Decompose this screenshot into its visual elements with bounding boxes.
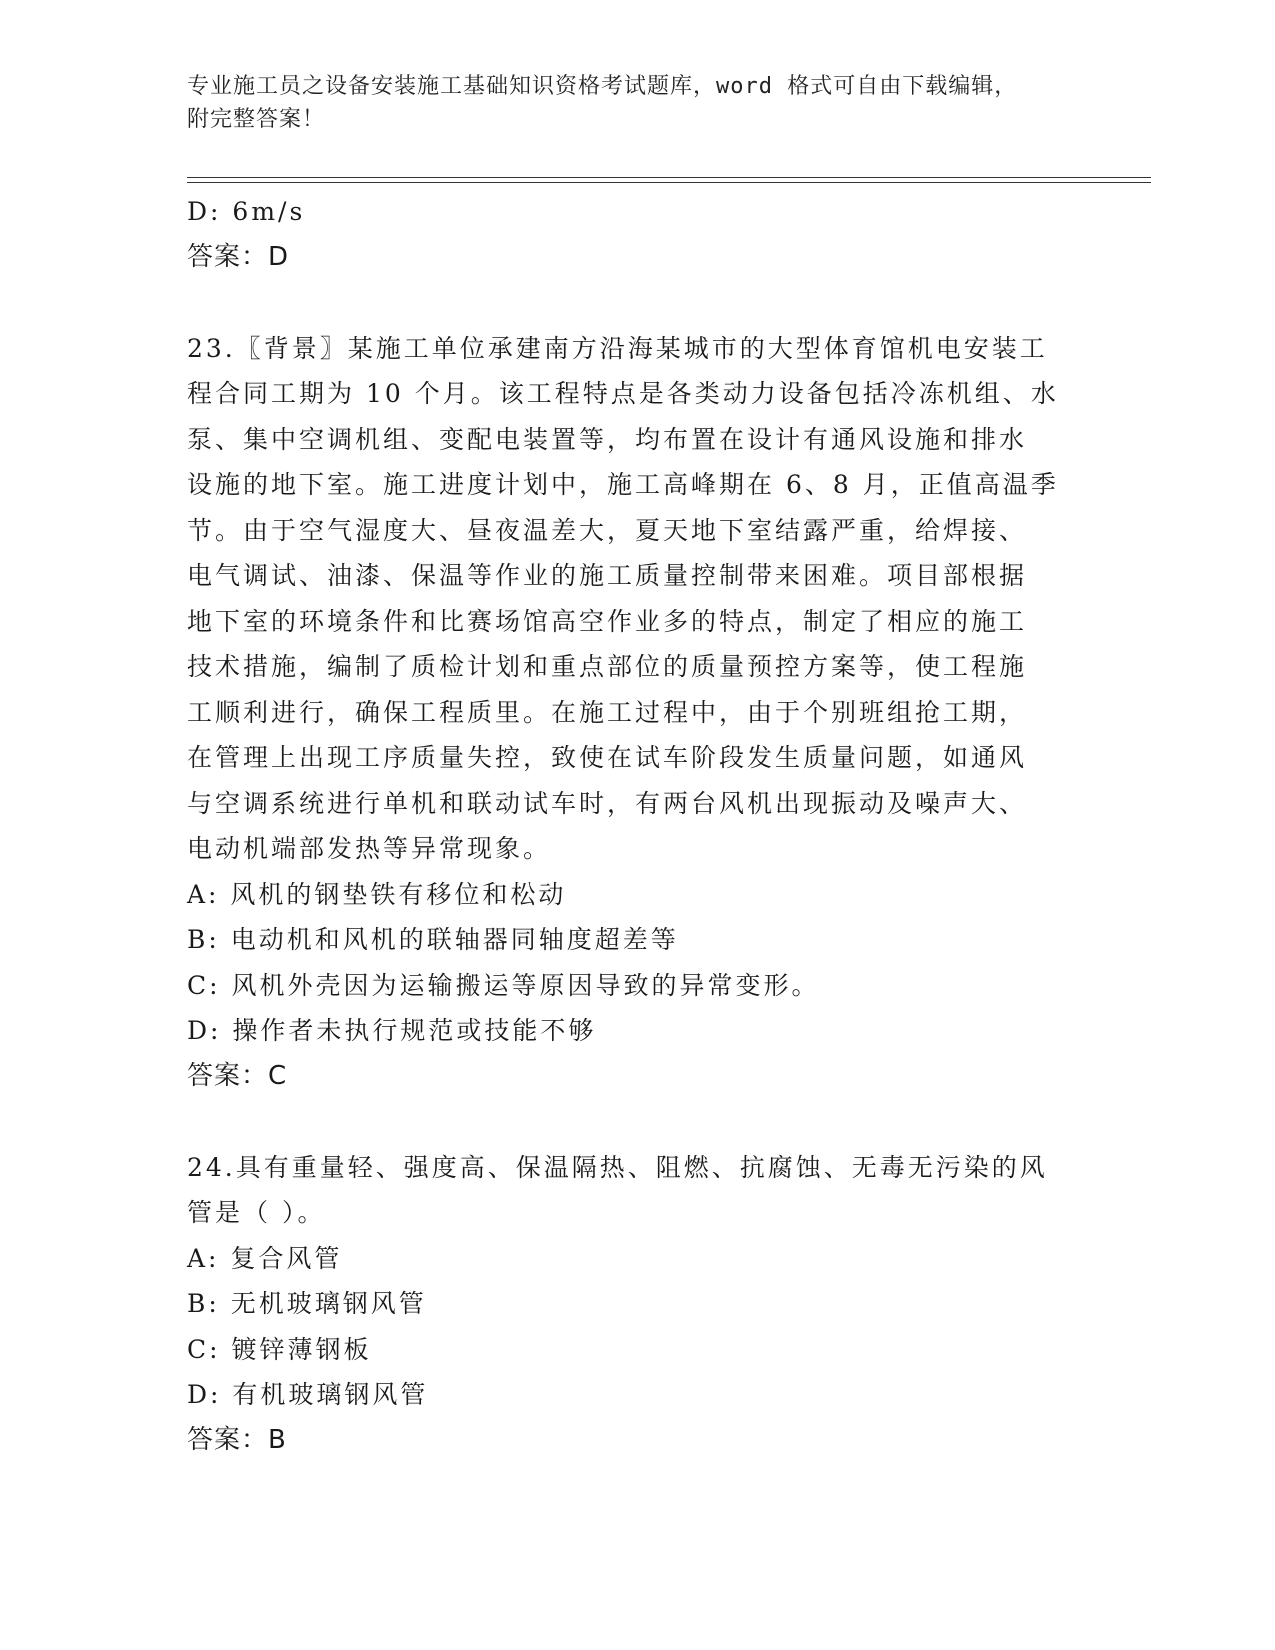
question-24-option-d: D: 有机玻璃钢风管: [187, 1380, 429, 1409]
question-23-stem: [187, 326, 1087, 872]
header-divider-top: [187, 177, 1151, 178]
prev-question-answer: 答案：D: [187, 241, 290, 272]
spacer: [187, 1099, 1087, 1145]
question-23-option-a: A: 风机的钢垫铁有移位和松动: [187, 879, 567, 909]
question-23-line: 节。由于空气湿度大、昼夜温差大，夏天地下室结露严重，给焊接、: [187, 515, 1028, 545]
question-23-option-c: C: 风机外壳因为运输搬运等原因导致的异常变形。: [187, 970, 820, 1000]
question-23-line: 设施的地下室。施工进度计划中，施工高峰期在 6、8 月，正值高温季: [187, 470, 1059, 499]
question-23-line: 在管理上出现工序质量失控，致使在试车阶段发生质量问题，如通风: [187, 743, 1028, 772]
question-23-line: 地下室的环境条件和比赛场馆高空作业多的特点，制定了相应的施工: [187, 606, 1028, 636]
question-24-line: 管是（ ）。: [187, 1198, 326, 1227]
question-23-line: 与空调系统进行单机和联动试车时，有两台风机出现振动及噪声大、: [187, 788, 1028, 818]
document-body: [187, 189, 1087, 1463]
question-24-option-b: B: 无机玻璃钢风管: [187, 1289, 427, 1318]
question-23-line: 技术措施，编制了质检计划和重点部位的质量预控方案等，使工程施: [187, 652, 1028, 681]
question-23-line: 泵、集中空调机组、变配电装置等，均布置在设计有通风设施和排水: [187, 424, 1028, 454]
header-line-2: 附完整答案！: [187, 107, 326, 132]
header-divider-bottom: [187, 182, 1151, 183]
prev-question-option-d: D: 6m/s: [187, 197, 306, 226]
question-23-option-b: B: 电动机和风机的联轴器同轴度超差等: [187, 925, 679, 954]
question-23-option-d: D: 操作者未执行规范或技能不够: [187, 1016, 597, 1045]
question-24-answer: 答案：B: [187, 1424, 287, 1455]
question-23-line: 程合同工期为 10 个月。该工程特点是各类动力设备包括冷冻机组、水: [187, 379, 1059, 408]
question-24-stem: [187, 1145, 1087, 1236]
question-23-line: 工顺利进行，确保工程质里。在施工过程中，由于个别班组抢工期，: [187, 697, 1028, 727]
question-23-answer: 答案：C: [187, 1060, 288, 1091]
spacer: [187, 280, 1087, 326]
header-line-1: 专业施工员之设备安装施工基础知识资格考试题库，word 格式可自由下载编辑，: [187, 74, 1018, 99]
question-23-line: 电气调试、油漆、保温等作业的施工质量控制带来困难。项目部根据: [187, 561, 1028, 590]
question-24-option-c: C: 镀锌薄钢板: [187, 1334, 372, 1364]
page-header: [187, 70, 1087, 136]
question-23-line: 23.〖背景〗某施工单位承建南方沿海某城市的大型体育馆机电安装工: [187, 333, 1048, 363]
question-24-line: 24.具有重量轻、强度高、保温隔热、阻燃、抗腐蚀、无毒无污染的风: [187, 1152, 1048, 1182]
question-23-line: 电动机端部发热等异常现象。: [187, 834, 552, 863]
question-24-option-a: A: 复合风管: [187, 1243, 343, 1273]
